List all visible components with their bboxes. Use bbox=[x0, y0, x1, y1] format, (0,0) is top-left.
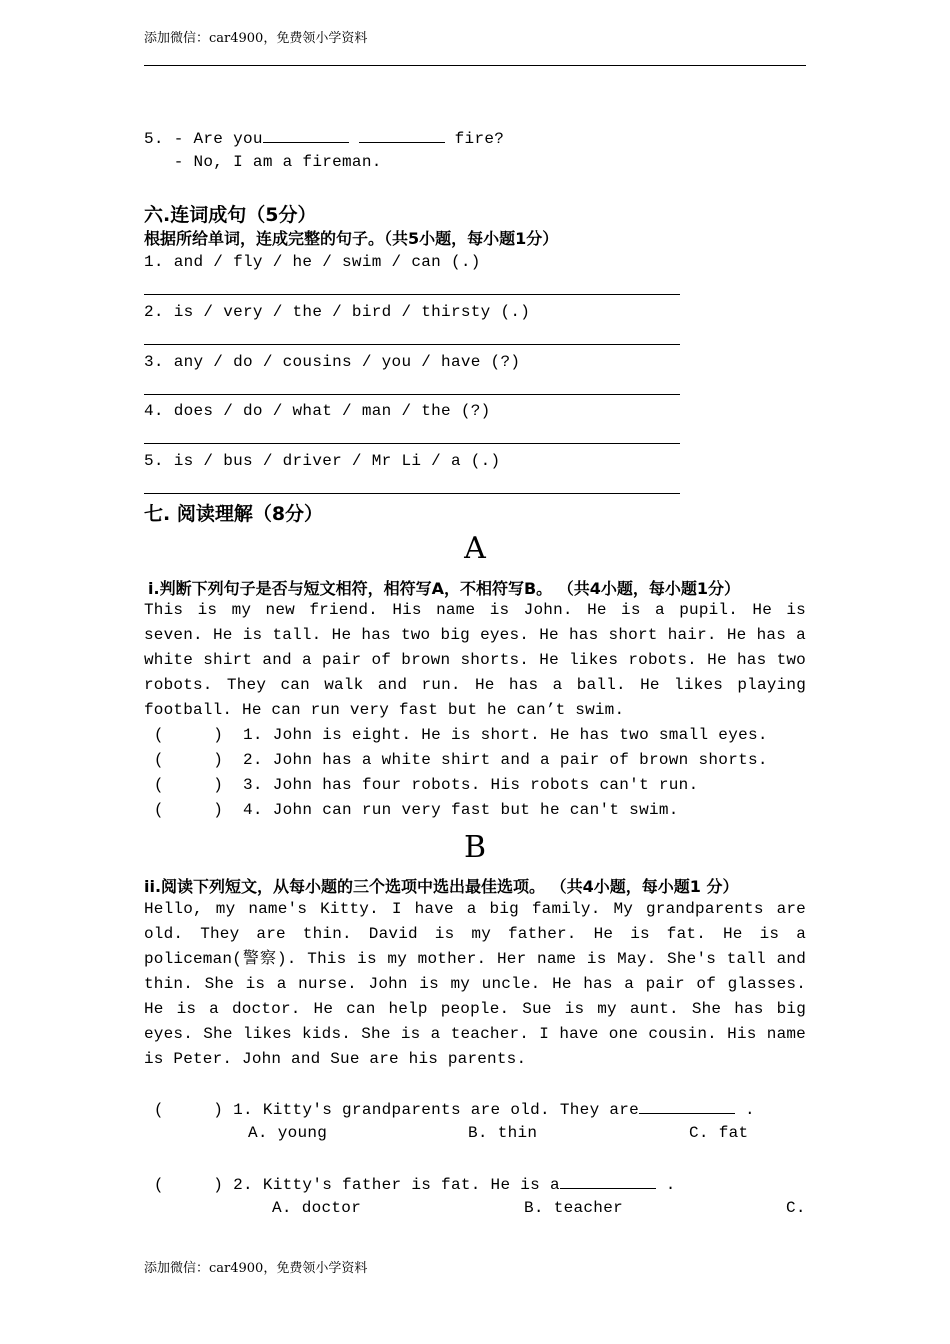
section6-title: 六.连词成句（5分） bbox=[144, 204, 317, 226]
section6-item-1: 1. and / fly / he / swim / can (.) bbox=[144, 253, 481, 271]
part-b-q1-blank bbox=[639, 1099, 735, 1114]
header-rule bbox=[144, 65, 806, 66]
answer-line-2 bbox=[144, 344, 680, 345]
part-a-instruction: i.判断下列句子是否与短文相符，相符写A，不相符写B。 （共4小题，每小题1分） bbox=[148, 579, 740, 598]
part-b-q2-option-a: A. doctor bbox=[272, 1199, 362, 1217]
q5-line1-prefix: 5. - Are you bbox=[144, 130, 263, 148]
section6-instruction: 根据所给单词，连成完整的句子。（共5小题，每小题1分） bbox=[144, 229, 559, 248]
part-b-instruction: ii.阅读下列短文，从每小题的三个选项中选出最佳选项。 （共4小题，每小题1 分） bbox=[144, 877, 739, 896]
part-b-q2-blank bbox=[560, 1174, 656, 1189]
section6-item-4: 4. does / do / what / man / the (?) bbox=[144, 402, 491, 420]
answer-line-5 bbox=[144, 493, 680, 494]
part-b-q1-suffix: . bbox=[735, 1101, 755, 1119]
part-b-q2-stem: ( ) 2. Kitty's father is fat. He is a bbox=[144, 1176, 560, 1194]
part-a-question-3: ( ) 3. John has four robots. His robots can't run. bbox=[144, 776, 699, 794]
section6-item-2: 2. is / very / the / bird / thirsty (.) bbox=[144, 303, 531, 321]
part-b-passage: Hello, my name's Kitty. I have a big family. My grandparents are old. They are thin. David is my father. He is fat. He is a policeman(警察). This is my mother. Her name is May. She's tall and thin. She is a nurse. John is my uncle. He has a pair of glasses. He is a doctor. He can help people. Sue is my aunt. She has big eyes. She likes kids. She is a teacher. I have one cousin. His name is Peter. John and Sue are his parents. bbox=[144, 900, 806, 1068]
part-b-q1-stem: ( ) 1. Kitty's grandparents are old. They are bbox=[144, 1101, 640, 1119]
part-b-question-2 bbox=[144, 1174, 676, 1194]
part-b-q2-suffix: . bbox=[655, 1176, 676, 1194]
part-a-question-1: ( ) 1. John is eight. He is short. He has two small eyes. bbox=[144, 726, 768, 744]
answer-line-3 bbox=[144, 394, 680, 395]
part-a-question-4: ( ) 4. John can run very fast but he can't swim. bbox=[144, 801, 679, 819]
q5-blank-1 bbox=[263, 128, 349, 143]
part-b-q1-option-b: B. thin bbox=[468, 1124, 538, 1142]
q5-line1-suffix: fire? bbox=[454, 130, 505, 148]
part-a-question-2: ( ) 2. John has a white shirt and a pair of brown shorts. bbox=[144, 751, 768, 769]
part-b-q2-option-b: B. teacher bbox=[524, 1199, 624, 1217]
part-b-q1-option-c: C. fat bbox=[689, 1124, 749, 1142]
q5-blank-2 bbox=[359, 128, 445, 143]
q5-line2: - No, I am a fireman. bbox=[144, 153, 382, 171]
part-a-passage: This is my new friend. His name is John. He is a pupil. He is seven. He is tall. He has two big eyes. He has short hair. He has a white shirt and a pair of brown shorts. He likes robots. He has two robots. They can walk and run. He has a ball. He likes playing football. He can run very fast but he can’t swim. bbox=[144, 601, 806, 719]
page-footer: 添加微信：car4900，免费领小学资料 bbox=[144, 1261, 368, 1276]
part-b-q2-option-c: C. bbox=[786, 1199, 806, 1217]
section6-item-3: 3. any / do / cousins / you / have (?) bbox=[144, 353, 521, 371]
section7-title: 七. 阅读理解（8分） bbox=[144, 503, 324, 525]
answer-line-4 bbox=[144, 443, 680, 444]
part-b-q1-option-a: A. young bbox=[248, 1124, 328, 1142]
part-a-heading: A bbox=[464, 531, 486, 566]
part-b-heading: B bbox=[463, 830, 487, 865]
answer-line-1 bbox=[144, 294, 680, 295]
page-header: 添加微信：car4900，免费领小学资料 bbox=[144, 31, 368, 46]
section6-item-5: 5. is / bus / driver / Mr Li / a (.) bbox=[144, 452, 501, 470]
q5-line1 bbox=[144, 128, 504, 148]
part-b-question-1 bbox=[144, 1099, 755, 1119]
